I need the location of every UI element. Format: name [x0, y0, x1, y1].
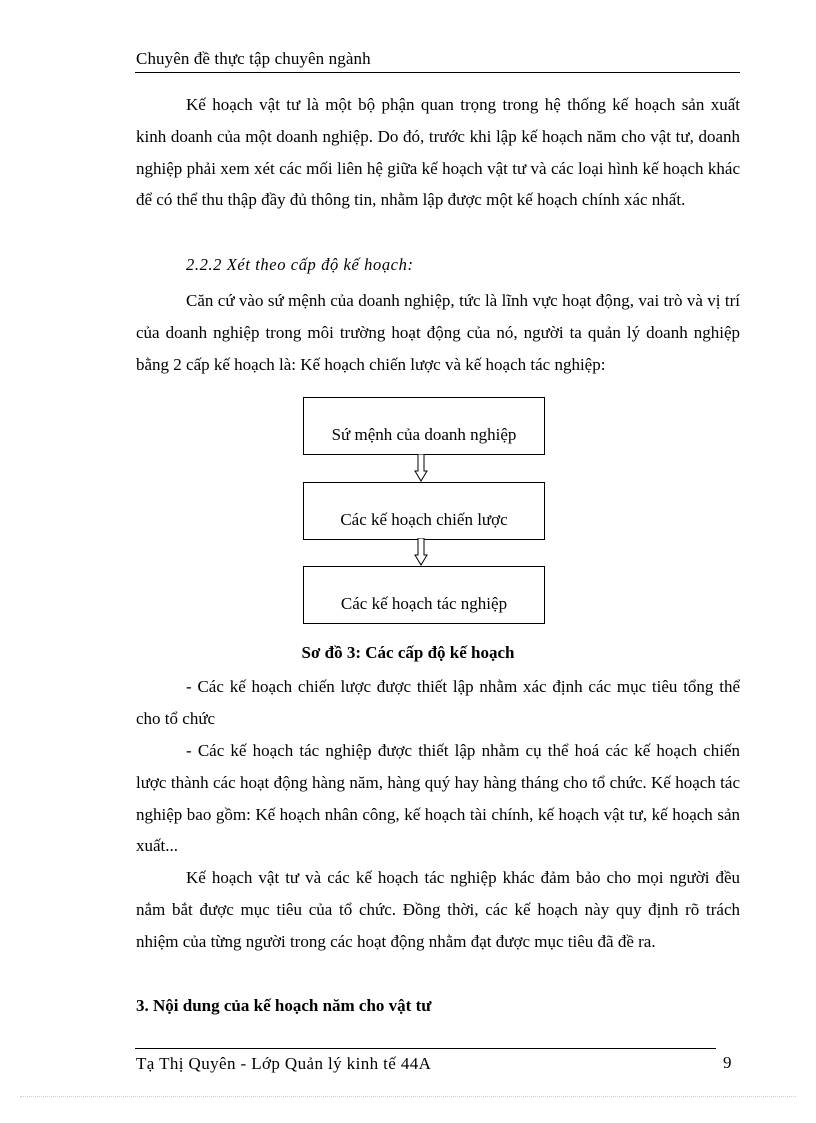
paragraph-levels-intro: Căn cứ vào sứ mệnh của doanh nghiệp, tức là lĩnh vực hoạt động, vai trò và vị trí của doanh nghiệp trong môi trường hoạt động của nó, người ta quản lý doanh nghiệp bằng 2 cấp kế hoạch là: Kế hoạch chiến lược và kế hoạch tác nghiệp:	[136, 291, 740, 374]
page-edge-divider	[20, 1096, 796, 1097]
down-arrow-icon	[414, 538, 428, 566]
paragraph-operational: - Các kế hoạch tác nghiệp được thiết lập nhằm cụ thể hoá các kế hoạch chiến lược thành các hoạt động hàng năm, hàng quý hay hàng tháng cho tổ chức. Kế hoạch tác nghiệp bao gồm: Kế hoạch nhân công, kế hoạch tài chính, kế hoạch vật tư, kế hoạch sản xuất...	[136, 741, 740, 856]
header-title: Chuyên đề thực tập chuyên ngành	[136, 49, 371, 68]
paragraph-intro: Kế hoạch vật tư là một bộ phận quan trọng trong hệ thống kế hoạch sản xuất kinh doanh của một doanh nghiệp. Do đó, trước khi lập kế hoạch năm cho vật tư, doanh nghiệp phải xem xét các mối liên hệ giữa kế hoạch vật tư và các loại hình kế hoạch khác để có thể thu thập đầy đủ thông tin, nhằm lập được một kế hoạch chính xác nhất.	[136, 95, 740, 210]
diagram-box-strategic: Các kế hoạch chiến lược	[303, 482, 545, 540]
paragraph-conclusion: Kế hoạch vật tư và các kế hoạch tác nghiệp khác đảm bảo cho mọi người đều nắm bắt được mục tiêu của tổ chức. Đồng thời, các kế hoạch này quy định rõ trách nhiệm của từng người trong các hoạt động nhằm đạt được mục tiêu đã đề ra.	[136, 868, 740, 951]
header-divider	[135, 72, 740, 73]
paragraph-strategic: - Các kế hoạch chiến lược được thiết lập nhằm xác định các mục tiêu tổng thể cho tổ chức	[136, 677, 740, 728]
section-heading: 3. Nội dung của kế hoạch năm cho vật tư	[136, 996, 432, 1015]
footer-divider	[135, 1048, 716, 1049]
plan-levels-diagram	[303, 397, 547, 629]
diagram-box-operational: Các kế hoạch tác nghiệp	[303, 566, 545, 624]
page-number: 9	[723, 1053, 732, 1072]
footer-author: Tạ Thị Quyên - Lớp Quản lý kinh tế 44A	[136, 1054, 432, 1073]
subheading-plan-levels: 2.2.2 Xét theo cấp độ kế hoạch:	[186, 255, 414, 274]
diagram-box-mission: Sứ mệnh của doanh nghiệp	[303, 397, 545, 455]
down-arrow-icon	[414, 454, 428, 482]
diagram-caption: Sơ đồ 3: Các cấp độ kế hoạch	[301, 643, 515, 662]
